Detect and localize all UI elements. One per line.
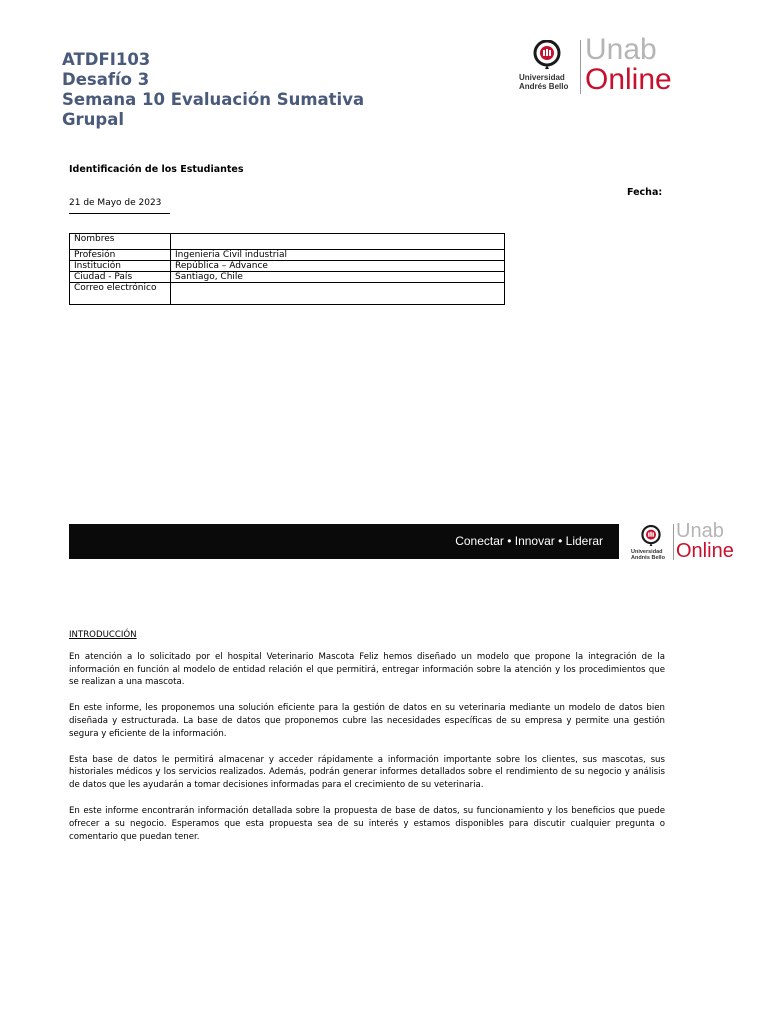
introduction-heading: INTRODUCCIÓN [69,630,137,640]
assessment-title: Semana 10 Evaluación Sumativa [62,90,365,109]
group-label: Grupal [62,110,125,129]
course-code: ATDFI103 [62,50,151,69]
row-label: Nombres [70,234,171,250]
logo-divider [580,40,581,94]
logo-divider [673,524,674,560]
date-label: Fecha: [627,187,663,198]
date-value: 21 de Mayo de 2023 [69,198,162,208]
introduction-paragraph: En este informe, les proponemos una solución eficiente para la gestión de datos en su veterinaria mediante un modelo de datos bien diseñada y estructurada. La base de datos que proponemos cubre las necesidades específicas de su empresa y permite una gestión segura y eficiente de la información. [69,703,665,739]
students-table [69,233,505,305]
table-row [70,261,505,272]
unab-online-logo [519,33,674,96]
row-label: Institución [70,261,171,272]
row-label: Ciudad - País [70,272,171,283]
introduction-paragraph: En atención a lo solicitado por el hospital Veterinario Mascota Feliz hemos diseñado un modelo que propone la integración de la información en función al modelo de entidad relación el que permitirá, entregar información sobre la atención y los procedimientos que se realizan a una mascota. [69,651,665,688]
table-row [70,234,505,250]
slogan-banner [69,524,619,559]
row-value[interactable] [171,234,505,250]
introduction-section [69,629,665,856]
table-row [70,250,505,261]
row-value[interactable] [171,283,505,305]
students-heading: Identificación de los Estudiantes [69,164,244,175]
row-value[interactable]: Ingenieria Civil industrial [171,250,505,261]
banner-slogan: Conectar • Innovar • Liderar [455,534,603,548]
brand-unab: Unab [676,520,724,542]
unab-seal-icon [641,525,661,547]
unab-seal-icon [533,40,561,70]
brand-online: Online [585,63,672,96]
university-name: Universidad Andrés Bello [631,549,665,561]
row-label: Correo electrónico [70,283,171,305]
challenge-title: Desafío 3 [62,70,150,89]
row-value[interactable]: República – Advance [171,261,505,272]
unab-online-logo-small [631,522,741,562]
brand-unab: Unab [585,33,657,66]
table-row [70,283,505,305]
brand-online: Online [676,540,734,562]
date-underline [69,213,170,214]
table-row [70,272,505,283]
document-title [62,50,364,130]
introduction-paragraph: En este informe encontrarán información detallada sobre la propuesta de base de datos, su funcionamiento y los beneficios que puede ofrecer a su negocio. Esperamos que esta propuesta sea de su interés y estamos disponibles para discutir cualquier pregunta o comentario que puedan tener. [69,805,665,842]
introduction-paragraph: Esta base de datos le permitirá almacenar y acceder rápidamente a información importante sobre los clientes, sus mascotas, sus historiales médicos y los servicios realizados. Además, podrán generar informes detallados sobre el rendimiento de su negocio y análisis de datos que les ayudarán a tomar decisiones informadas para el crecimiento de su veterinaria. [69,754,665,791]
row-label: Profesión [70,250,171,261]
university-name: Universidad Andrés Bello [519,73,569,91]
row-value[interactable]: Santiago, Chile [171,272,505,283]
